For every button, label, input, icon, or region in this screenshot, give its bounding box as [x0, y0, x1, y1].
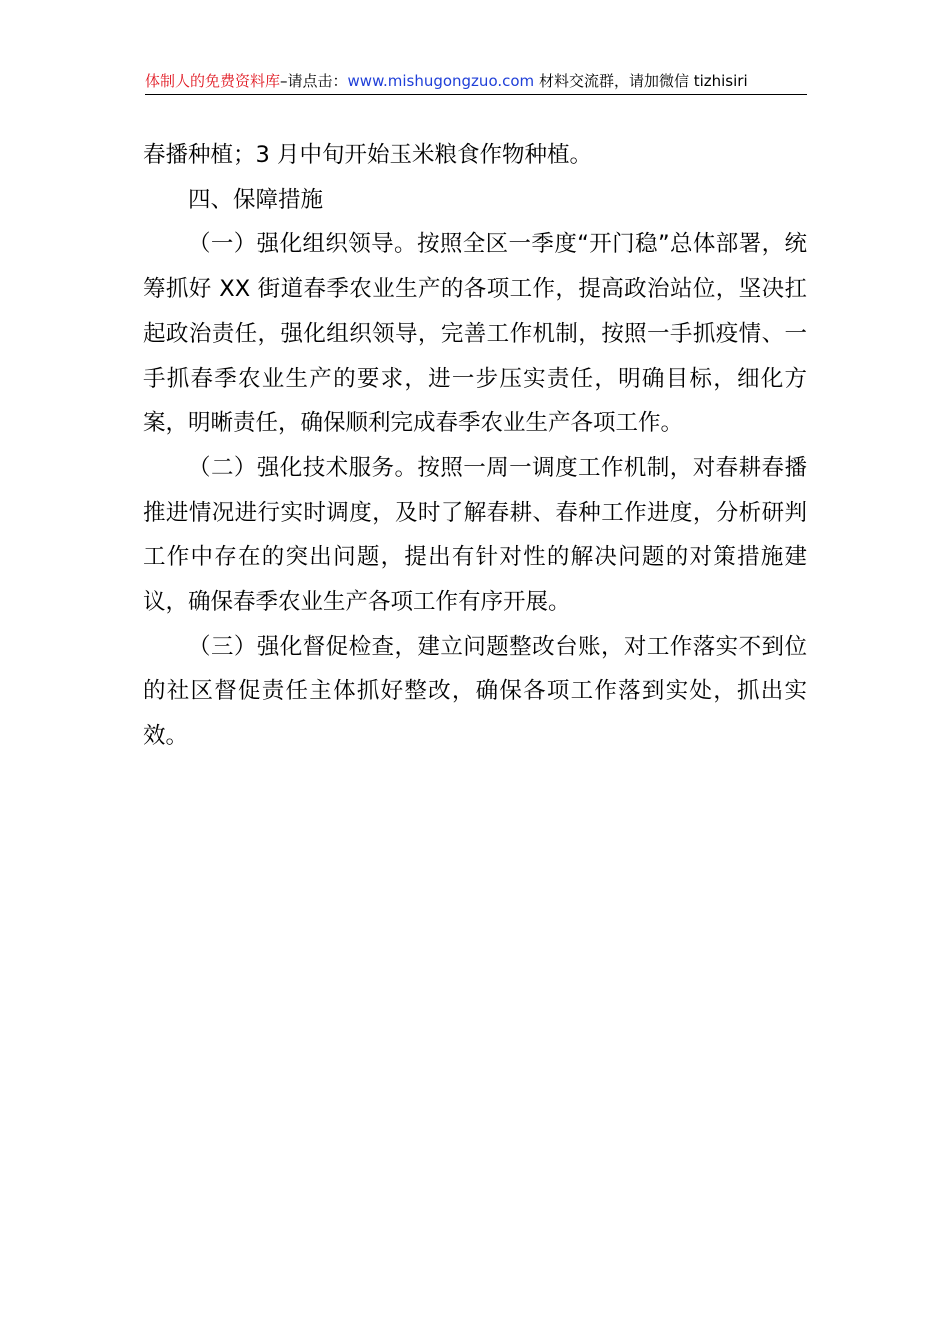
header-divider	[145, 94, 807, 95]
header-url-link[interactable]: www.mishugongzuo.com	[347, 72, 535, 90]
section-heading: 四、保障措施	[188, 186, 324, 213]
paragraph-technical-service: （二）强化技术服务。按照一周一调度工作机制，对春耕春播推进情况进行实时调度，及时了解春耕、春种工作进度，分析研判工作中存在的突出问题，提出有针对性的解决问题的对策措施建议，确保春季农业生产各项工作有序开展。	[143, 454, 807, 616]
page-header	[145, 70, 807, 94]
header-brand: 体制人的免费资料库	[145, 72, 281, 90]
paragraph-continuation: 春播种植；3 月中旬开始玉米粮食作物种植。	[143, 142, 592, 168]
paragraph-supervision-inspection: （三）强化督促检查，建立问题整改台账，对工作落实不到位的社区督促责任主体抓好整改，确保各项工作落到实处，抓出实效。	[143, 633, 807, 750]
header-note: 材料交流群，请加微信 tizhisiri	[534, 72, 748, 90]
header-prompt: –请点击：	[280, 72, 348, 90]
paragraph-organization-leadership: （一）强化组织领导。按照全区一季度“开门稳”总体部署，统筹抓好 XX 街道春季农业生产的各项工作，提高政治站位，坚决扛起政治责任，强化组织领导，完善工作机制，按照一手抓疫情、一手抓春季农业生产的要求，进一步压实责任，明确目标，细化方案，明晰责任，确保顺利完成春季农业生产各项工作。	[143, 231, 807, 437]
document-body	[143, 133, 807, 759]
